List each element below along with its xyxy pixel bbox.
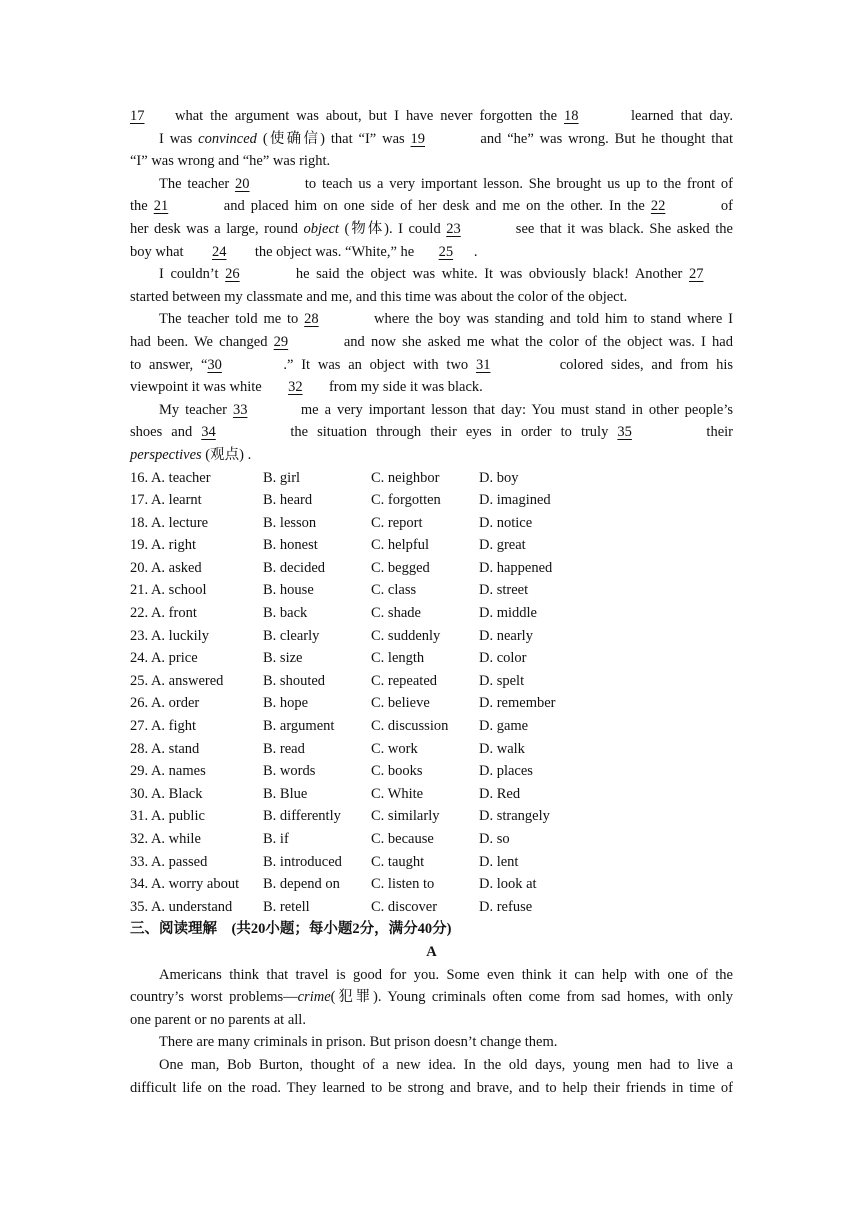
- option-d: D. game: [479, 718, 529, 735]
- option-c: C. work: [371, 740, 418, 757]
- passage-a-label: A: [426, 943, 437, 960]
- option-c: C. length: [371, 650, 425, 667]
- text-segment: country’s worst problems—: [130, 989, 298, 1006]
- blank-35: 35: [617, 424, 632, 441]
- text-segment: to answer, “: [130, 356, 208, 373]
- cloze-line: [130, 376, 733, 399]
- option-row: [130, 467, 733, 490]
- option-d: D. nearly: [479, 627, 533, 644]
- text-segment: of: [714, 198, 733, 215]
- option-d: D. walk: [479, 740, 525, 757]
- option-row: [130, 625, 733, 648]
- text-segment: (物体). I could: [338, 220, 447, 237]
- option-d: D. lent: [479, 853, 519, 870]
- option-row: [130, 873, 733, 896]
- option-a: 21. A. school: [130, 582, 207, 599]
- text-segment: me a very important lesson that day: You must stand in other people’s: [294, 401, 733, 418]
- cloze-line: [130, 105, 733, 128]
- option-c: C. believe: [371, 695, 430, 712]
- text-segment: The teacher told me to: [159, 311, 305, 328]
- text-segment: and “he” was wrong. But he thought that: [474, 130, 733, 147]
- text-segment: .: [473, 243, 478, 260]
- text-segment: “I” was wrong and “he” was right.: [130, 153, 331, 170]
- option-b: B. introduced: [263, 853, 342, 870]
- option-c: C. White: [371, 785, 424, 802]
- text-segment: I couldn’t: [159, 266, 226, 283]
- option-d: D. spelt: [479, 672, 525, 689]
- text-segment: he said the object was white. It was obviously black! Another: [289, 266, 689, 283]
- option-row: [130, 557, 733, 580]
- option-row: [130, 692, 733, 715]
- cloze-line: [130, 286, 733, 309]
- option-c: C. forgotten: [371, 492, 441, 509]
- reading-line: [130, 986, 733, 1009]
- option-a: 16. A. teacher: [130, 469, 211, 486]
- section-heading: 三、阅读理解 (共20小题；每小题2分，满分40分): [130, 921, 452, 938]
- blank-22: 22: [650, 198, 666, 215]
- option-c: C. repeated: [371, 672, 438, 689]
- option-a: 28. A. stand: [130, 740, 200, 757]
- option-row: [130, 783, 733, 806]
- blank-31: 31: [475, 356, 491, 373]
- option-row: [130, 512, 733, 535]
- option-c: C. report: [371, 514, 423, 531]
- option-d: D. look at: [479, 876, 537, 893]
- blank-25: 25: [438, 243, 454, 260]
- text-segment: My teacher: [159, 401, 233, 418]
- option-c: C. similarly: [371, 808, 440, 825]
- text-segment: where the boy was standing and told him to stand where I: [368, 311, 733, 328]
- cloze-line: [130, 128, 733, 151]
- option-c: C. begged: [371, 559, 430, 576]
- text-segment: viewpoint it was white: [130, 379, 266, 396]
- blank-21: 21: [153, 198, 169, 215]
- text-segment: see that it was black. She asked the: [510, 220, 733, 237]
- option-b: B. honest: [263, 537, 318, 554]
- option-d: D. street: [479, 582, 529, 599]
- text-segment: difficult life on the road. They learned to be strong and brave, and to help their friends in time of: [130, 1079, 733, 1096]
- option-d: D. great: [479, 537, 526, 554]
- option-b: B. heard: [263, 492, 313, 509]
- blank-28: 28: [304, 311, 319, 328]
- option-b: B. size: [263, 650, 303, 667]
- option-a: 31. A. public: [130, 808, 205, 825]
- option-c: C. discussion: [371, 718, 449, 735]
- cloze-line: [130, 331, 733, 354]
- cloze-line: [130, 399, 733, 422]
- option-a: 22. A. front: [130, 605, 197, 622]
- option-row: [130, 738, 733, 761]
- text-segment: one parent or no parents at all.: [130, 1011, 306, 1028]
- text-segment: the: [130, 198, 154, 215]
- text-segment: her desk was a large, round: [130, 220, 304, 237]
- reading-line: [130, 964, 733, 987]
- option-row: [130, 760, 733, 783]
- option-c: C. taught: [371, 853, 425, 870]
- cloze-line: [130, 173, 733, 196]
- text-segment: .” It was an object with two: [283, 356, 476, 373]
- cloze-passage: [130, 105, 733, 467]
- italic-term: object: [303, 220, 339, 237]
- option-c: C. neighbor: [371, 469, 440, 486]
- option-b: B. clearly: [263, 627, 320, 644]
- option-c: C. suddenly: [371, 627, 441, 644]
- reading-line: [130, 1009, 733, 1032]
- option-b: B. girl: [263, 469, 301, 486]
- option-a: 33. A. passed: [130, 853, 208, 870]
- option-d: D. notice: [479, 514, 533, 531]
- option-a: 30. A. Black: [130, 785, 203, 802]
- option-a: 17. A. learnt: [130, 492, 202, 509]
- option-b: B. lesson: [263, 514, 317, 531]
- option-c: C. discover: [371, 898, 438, 915]
- option-c: C. class: [371, 582, 417, 599]
- text-segment: the situation through their eyes in order to truly: [281, 424, 618, 441]
- text-segment: had been. We changed: [130, 333, 274, 350]
- cloze-line: [130, 308, 733, 331]
- reading-line: [130, 1077, 733, 1100]
- cloze-line: [130, 444, 733, 467]
- text-segment: learned that day.: [624, 108, 733, 124]
- option-row: [130, 851, 733, 874]
- option-c: C. because: [371, 831, 434, 847]
- blank-34: 34: [201, 424, 216, 441]
- text-segment: colored sides, and from his: [551, 356, 733, 373]
- blank-20: 20: [235, 175, 250, 192]
- text-segment: their: [697, 424, 733, 441]
- text-segment: what the argument was about, but I have never forgotten the: [168, 108, 565, 124]
- cloze-line: [130, 354, 733, 377]
- option-b: B. argument: [263, 718, 335, 735]
- cloze-line: [130, 241, 733, 264]
- option-b: B. read: [263, 740, 305, 757]
- option-b: B. differently: [263, 808, 341, 825]
- cloze-options: [130, 467, 733, 919]
- option-a: 25. A. answered: [130, 672, 224, 689]
- option-d: D. boy: [479, 469, 519, 486]
- option-a: 18. A. lecture: [130, 514, 209, 531]
- option-row: [130, 828, 733, 851]
- option-row: [130, 489, 733, 512]
- option-row: [130, 579, 733, 602]
- option-d: D. refuse: [479, 898, 533, 915]
- option-row: [130, 602, 733, 625]
- option-d: D. strangely: [479, 808, 550, 825]
- option-c: C. listen to: [371, 876, 435, 893]
- option-d: D. remember: [479, 695, 556, 712]
- option-a: 34. A. worry about: [130, 876, 240, 893]
- option-c: C. helpful: [371, 537, 429, 554]
- text-segment: to teach us a very important lesson. She brought us up to the front of: [299, 175, 733, 192]
- option-d: D. imagined: [479, 492, 551, 509]
- option-b: B. Blue: [263, 785, 308, 802]
- option-d: D. Red: [479, 785, 521, 802]
- reading-line: [130, 1054, 733, 1077]
- blank-23: 23: [446, 220, 461, 237]
- blank-24: 24: [211, 243, 227, 260]
- blank-27: 27: [689, 266, 704, 283]
- option-d: D. places: [479, 763, 533, 780]
- option-b: B. back: [263, 605, 308, 622]
- text-segment: The teacher: [159, 175, 236, 192]
- option-b: B. house: [263, 582, 314, 599]
- option-a: 24. A. price: [130, 650, 198, 667]
- blank-29: 29: [273, 333, 289, 350]
- option-row: [130, 896, 733, 919]
- option-b: B. retell: [263, 898, 310, 915]
- option-row: [130, 647, 733, 670]
- option-a: 19. A. right: [130, 537, 197, 554]
- option-b: B. words: [263, 763, 316, 780]
- blank-26: 26: [225, 266, 240, 283]
- option-a: 32. A. while: [130, 831, 201, 847]
- option-c: C. books: [371, 763, 423, 780]
- cloze-line: [130, 195, 733, 218]
- text-segment: There are many criminals in prison. But prison doesn’t change them.: [159, 1034, 558, 1051]
- blank-17: 17: [130, 108, 145, 124]
- italic-term: crime: [297, 989, 331, 1006]
- text-segment: from my side it was black.: [325, 379, 483, 396]
- cloze-line: [130, 150, 733, 173]
- option-b: B. if: [263, 831, 289, 847]
- option-a: 23. A. luckily: [130, 627, 209, 644]
- blank-18: 18: [564, 108, 579, 124]
- reading-passage-a: [130, 964, 733, 1100]
- italic-term: perspectives: [130, 446, 202, 463]
- option-a: 35. A. understand: [130, 898, 233, 915]
- blank-30: 30: [207, 356, 222, 373]
- text-segment: started between my classmate and me, and this time was about the color of the object.: [130, 288, 628, 305]
- option-c: C. shade: [371, 605, 421, 622]
- cloze-line: [130, 263, 733, 286]
- reading-line: [130, 1031, 733, 1054]
- option-d: D. so: [479, 831, 510, 847]
- text-segment: One man, Bob Burton, thought of a new idea. In the old days, young men had to live a: [159, 1056, 733, 1073]
- italic-term: convinced: [198, 130, 257, 147]
- text-segment: (犯罪). Young criminals often come from sad homes, with only: [330, 989, 734, 1006]
- option-b: B. decided: [263, 559, 326, 576]
- option-b: B. shouted: [263, 672, 326, 689]
- option-a: 26. A. order: [130, 695, 200, 712]
- option-a: 27. A. fight: [130, 718, 197, 735]
- option-a: 29. A. names: [130, 763, 206, 780]
- option-d: D. happened: [479, 559, 553, 576]
- text-segment: boy what: [130, 243, 188, 260]
- text-segment: I was: [159, 130, 199, 147]
- option-row: [130, 805, 733, 828]
- option-row: [130, 670, 733, 693]
- blank-19: 19: [410, 130, 426, 147]
- option-row: [130, 715, 733, 738]
- cloze-line: [130, 218, 733, 241]
- cloze-line: [130, 421, 733, 444]
- option-b: B. depend on: [263, 876, 340, 893]
- option-d: D. color: [479, 650, 527, 667]
- text-segment: shoes and: [130, 424, 202, 441]
- option-b: B. hope: [263, 695, 309, 712]
- blank-33: 33: [232, 401, 248, 418]
- text-segment: and now she asked me what the color of the object was. I had: [337, 333, 733, 350]
- text-segment: and placed him on one side of her desk and me on the other. In the: [217, 198, 651, 215]
- exam-page: [130, 105, 733, 1099]
- text-segment: (使确信) that “I” was: [256, 130, 411, 147]
- option-d: D. middle: [479, 605, 537, 622]
- blank-32: 32: [288, 379, 303, 396]
- text-segment: (观点) .: [201, 446, 252, 463]
- option-row: [130, 534, 733, 557]
- option-a: 20. A. asked: [130, 559, 202, 576]
- text-segment: the object was. “White,” he: [251, 243, 418, 260]
- text-segment: Americans think that travel is good for you. Some even think it can help with one of the: [159, 966, 733, 983]
